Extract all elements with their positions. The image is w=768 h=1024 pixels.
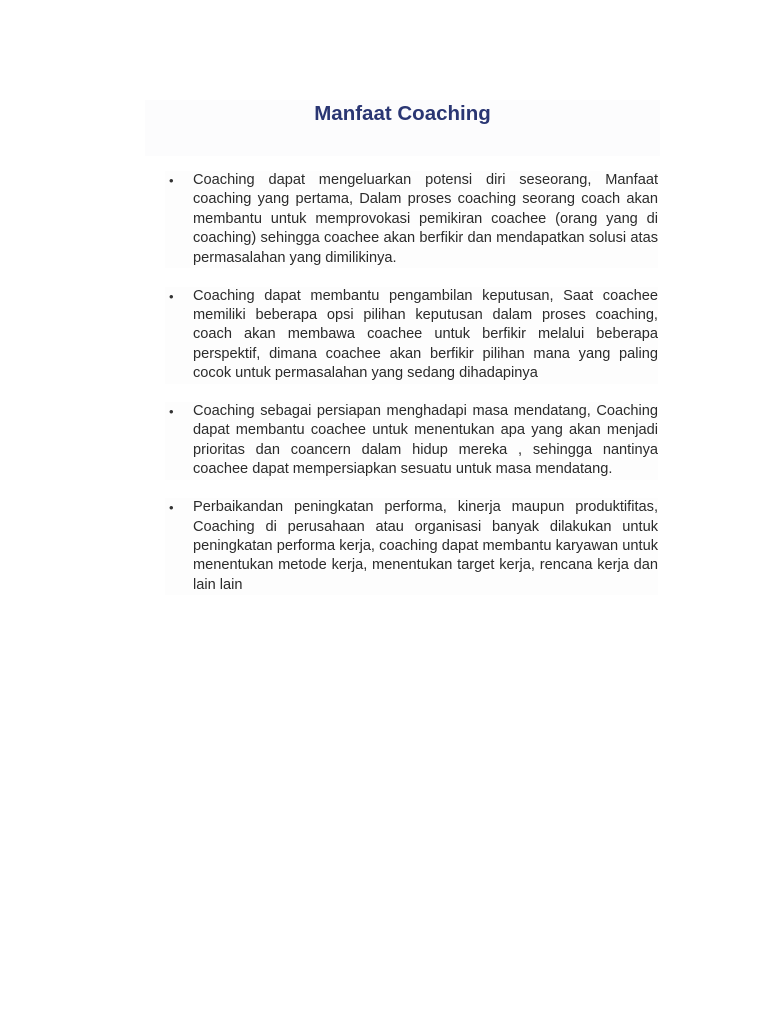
list-item xyxy=(165,498,658,595)
list-item xyxy=(165,171,658,268)
page-title: Manfaat Coaching xyxy=(314,102,491,125)
list-item-text: Coaching sebagai persiapan menghadapi masa mendatang, Coaching dapat membantu coachee untuk menentukan apa yang akan menjadi prioritas dan coancern dalam hidup mereka , sehingga nantinya coachee dapat mempersiapkan sesuatu untuk masa mendatang. xyxy=(193,403,658,478)
list-item-text: Coaching dapat mengeluarkan potensi diri seseorang, Manfaat coaching yang pertama, Dalam proses coaching seorang coach akan membantu untuk memprovokasi pemikiran coachee (orang yang di coaching) sehingga coachee akan berfikir dan mendapatkan solusi atas permasalahan yang dimilikinya. xyxy=(193,172,658,266)
benefit-list xyxy=(165,171,658,614)
list-item xyxy=(165,402,658,480)
list-item-text: Perbaikandan peningkatan performa, kinerja maupun produktifitas, Coaching di perusahaan atau organisasi banyak dilakukan untuk peningkatan performa kerja, coaching dapat membantu karyawan untuk menentukan metode kerja, menentukan target kerja, rencana kerja dan lain lain xyxy=(193,499,658,593)
list-item-text: Coaching dapat membantu pengambilan keputusan, Saat coachee memiliki beberapa opsi pilihan keputusan dalam proses coaching, coach akan membawa coachee untuk berfikir melalui beberapa perspektif, dimana coachee akan berfikir pilihan mana yang paling cocok untuk permasalahan yang sedang dihadapinya xyxy=(193,287,658,382)
bullet-icon: • xyxy=(169,173,174,188)
bullet-icon: • xyxy=(169,404,174,420)
bullet-icon: • xyxy=(169,288,174,304)
bullet-icon: • xyxy=(169,500,174,516)
list-item xyxy=(165,287,658,384)
